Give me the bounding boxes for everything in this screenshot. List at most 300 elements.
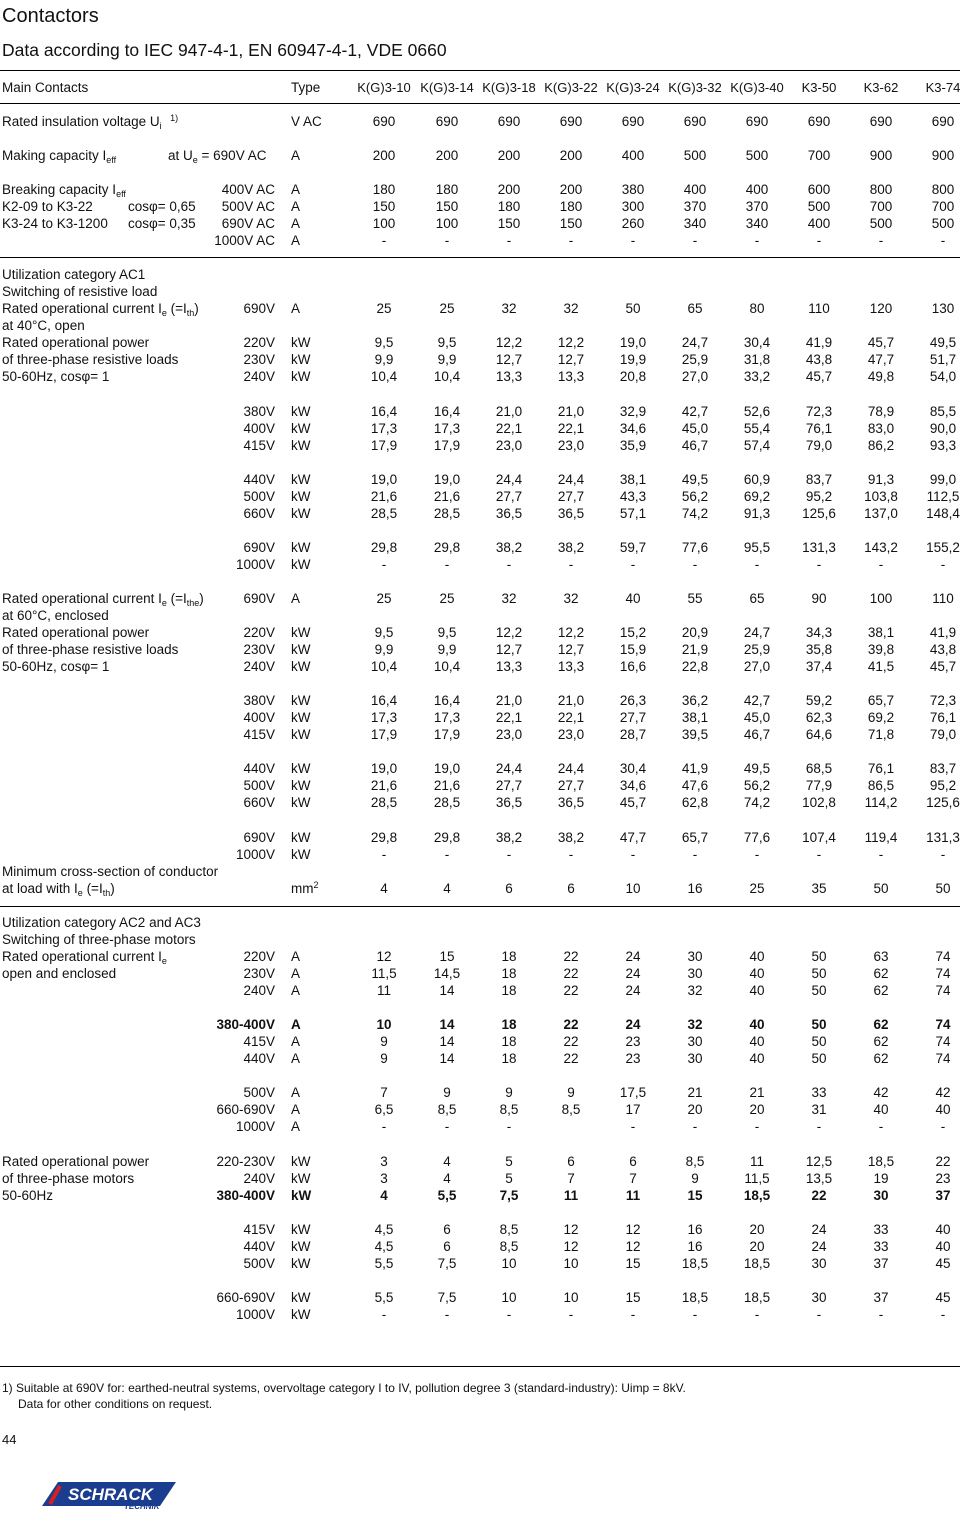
condition-label: 400V AC xyxy=(221,182,275,197)
table-cell: 500 xyxy=(807,199,831,214)
table-cell: 49,8 xyxy=(867,369,895,384)
table-cell: 50 xyxy=(811,1017,827,1032)
table-cell: 45 xyxy=(935,1256,951,1271)
unit-label: A xyxy=(291,216,301,231)
condition-label: 380V xyxy=(243,404,275,419)
label-part: Rated operational current I xyxy=(2,301,162,316)
table-cell: 80 xyxy=(749,301,765,316)
table-cell: 62 xyxy=(873,1017,889,1032)
label-part: th xyxy=(186,308,195,318)
table-cell: 12 xyxy=(376,949,392,964)
condition-label: 240V xyxy=(243,983,275,998)
table-cell: 40 xyxy=(625,591,641,606)
unit-label: kW xyxy=(291,1171,311,1186)
table-cell: 25,9 xyxy=(681,352,709,367)
table-cell: 90 xyxy=(811,591,827,606)
table-cell: - xyxy=(381,233,387,248)
table-cell: 600 xyxy=(807,182,831,197)
condition-label: 415V xyxy=(243,1034,275,1049)
table-cell: 40 xyxy=(935,1222,951,1237)
table-cell: 9,5 xyxy=(374,335,394,350)
table-cell: 24 xyxy=(625,949,641,964)
unit-label: A xyxy=(291,1017,301,1032)
unit-label: A xyxy=(291,199,301,214)
table-cell: 22 xyxy=(811,1188,827,1203)
table-cell: 9,9 xyxy=(437,352,457,367)
rule-footer xyxy=(0,1366,960,1367)
row-label-text: Rated insulation voltage U xyxy=(2,114,160,129)
table-cell: 120 xyxy=(869,301,893,316)
type-header: K(G)3-14 xyxy=(420,80,474,95)
table-cell: 31 xyxy=(811,1102,827,1117)
table-cell: 55 xyxy=(687,591,703,606)
table-cell: 68,5 xyxy=(805,761,833,776)
table-cell: 143,2 xyxy=(864,540,898,555)
table-cell: 21,9 xyxy=(681,642,709,657)
table-cell: 12,2 xyxy=(557,335,585,350)
table-cell: - xyxy=(878,557,884,572)
table-cell: 40 xyxy=(749,1051,765,1066)
table-cell: 18 xyxy=(501,1051,517,1066)
logo-text: SCHRACK xyxy=(68,1485,153,1504)
table-cell: 7 xyxy=(567,1171,575,1186)
table-cell: 180 xyxy=(559,199,583,214)
condition-label: 220V xyxy=(243,625,275,640)
condition-label: 500V xyxy=(243,489,275,504)
table-cell: 76,1 xyxy=(929,710,957,725)
table-cell: 9 xyxy=(380,1034,388,1049)
table-cell: 7 xyxy=(380,1085,388,1100)
table-cell: 4 xyxy=(443,881,451,896)
table-cell: 9 xyxy=(505,1085,513,1100)
table-cell: 16 xyxy=(687,881,703,896)
table-cell: - xyxy=(381,1307,387,1322)
table-cell: 27,7 xyxy=(495,489,523,504)
type-header: K(G)3-32 xyxy=(668,80,722,95)
table-cell: 90,0 xyxy=(929,421,957,436)
table-cell: 50 xyxy=(811,983,827,998)
table-cell: 22 xyxy=(563,1017,579,1032)
table-cell: 86,2 xyxy=(867,438,895,453)
table-cell: 13,3 xyxy=(557,659,585,674)
unit-label: kW xyxy=(291,404,311,419)
table-cell: 47,7 xyxy=(867,352,895,367)
table-cell: 19,0 xyxy=(433,761,461,776)
table-cell: 37 xyxy=(873,1256,889,1271)
table-cell: 17,3 xyxy=(433,421,461,436)
table-cell: 22 xyxy=(563,949,579,964)
table-cell: 9 xyxy=(567,1085,575,1100)
table-cell: 37 xyxy=(873,1290,889,1305)
power-label: 50-60Hz xyxy=(2,1188,54,1203)
table-cell: 690 xyxy=(372,114,396,129)
footnote-ref: 1) xyxy=(167,113,179,123)
condition-label: 500V xyxy=(243,1256,275,1271)
table-cell: 40 xyxy=(935,1239,951,1254)
table-cell: 155,2 xyxy=(926,540,960,555)
table-cell: 380 xyxy=(621,182,645,197)
table-cell: 14 xyxy=(439,1051,455,1066)
table-cell: 11 xyxy=(563,1188,579,1203)
table-cell: 20 xyxy=(687,1102,703,1117)
table-cell: 40 xyxy=(873,1102,889,1117)
table-cell: 35,8 xyxy=(805,642,833,657)
table-cell: 74 xyxy=(935,1051,951,1066)
condition-label: 380-400V xyxy=(216,1017,275,1032)
table-cell: 5,5 xyxy=(437,1188,457,1203)
label-part: (=I xyxy=(166,591,187,606)
cos-phi-label: cosφ= 0,65 xyxy=(128,199,196,214)
table-cell: - xyxy=(940,1119,946,1134)
table-cell: 32 xyxy=(687,1017,703,1032)
table-cell: 13,5 xyxy=(805,1171,833,1186)
table-cell: 18,5 xyxy=(867,1154,895,1169)
table-cell: 25 xyxy=(376,301,392,316)
table-cell: 137,0 xyxy=(864,506,898,521)
table-cell: 27,0 xyxy=(681,369,709,384)
table-cell: 21 xyxy=(749,1085,765,1100)
table-cell: 83,0 xyxy=(867,421,895,436)
table-cell: 65,7 xyxy=(867,693,895,708)
table-cell: - xyxy=(568,557,574,572)
table-cell: 180 xyxy=(497,199,521,214)
type-header: K3-74 xyxy=(925,80,960,95)
unit-label: kW xyxy=(291,830,311,845)
table-cell: 8,5 xyxy=(685,1154,705,1169)
table-cell: 112,5 xyxy=(926,489,960,504)
unit-label: kW xyxy=(291,489,311,504)
table-cell: 23,0 xyxy=(557,438,585,453)
table-cell: 17,9 xyxy=(433,727,461,742)
table-cell: 22 xyxy=(563,1034,579,1049)
table-cell: 500 xyxy=(683,148,707,163)
table-cell: 49,5 xyxy=(929,335,957,350)
table-cell: 4 xyxy=(380,881,388,896)
table-cell: 17,3 xyxy=(433,710,461,725)
table-cell: 25,9 xyxy=(743,642,771,657)
table-cell: 200 xyxy=(435,148,459,163)
condition-label: 400V xyxy=(243,421,275,436)
power-label: 50-60Hz, cosφ= 1 xyxy=(2,369,110,384)
unit-label: kW xyxy=(291,557,311,572)
table-cell: 7,5 xyxy=(437,1256,457,1271)
condition-label: 230V xyxy=(243,966,275,981)
table-cell: 11,5 xyxy=(744,1171,770,1186)
condition-label: 1000V xyxy=(235,1307,275,1322)
table-cell: 18,5 xyxy=(743,1290,771,1305)
table-cell: 69,2 xyxy=(867,710,895,725)
unit-label: kW xyxy=(291,369,311,384)
row-label xyxy=(2,198,93,215)
unit-label: A xyxy=(291,233,301,248)
table-cell: 74 xyxy=(935,983,951,998)
table-cell: 27,7 xyxy=(495,778,523,793)
table-cell: 15,9 xyxy=(619,642,647,657)
table-cell: 20 xyxy=(749,1222,765,1237)
table-cell: 10,4 xyxy=(370,369,398,384)
table-cell: 16,4 xyxy=(433,693,461,708)
table-cell: 15 xyxy=(439,949,455,964)
label-part: (=I xyxy=(166,301,187,316)
table-cell: 15 xyxy=(687,1188,703,1203)
table-cell: 55,4 xyxy=(743,421,771,436)
rule-ac2 xyxy=(0,906,960,907)
unit-label: kW xyxy=(291,727,311,742)
table-cell: 17,9 xyxy=(370,438,398,453)
table-cell: - xyxy=(630,1307,636,1322)
table-cell: - xyxy=(816,1307,822,1322)
table-cell: 29,8 xyxy=(370,540,398,555)
table-cell: 110 xyxy=(932,591,954,606)
table-cell: 24,4 xyxy=(557,472,585,487)
table-cell: - xyxy=(754,233,760,248)
condition-label: 380-400V xyxy=(216,1188,275,1203)
table-cell: 74 xyxy=(935,949,951,964)
table-cell: 62 xyxy=(873,1051,889,1066)
table-cell: 40 xyxy=(749,1034,765,1049)
table-cell: 32 xyxy=(501,301,517,316)
table-cell: 49,5 xyxy=(681,472,709,487)
table-cell: 60,9 xyxy=(743,472,771,487)
table-cell: 12,2 xyxy=(557,625,585,640)
table-cell: 19,0 xyxy=(433,472,461,487)
table-cell: - xyxy=(568,233,574,248)
table-cell: 12,2 xyxy=(495,625,523,640)
logo-subtext: TECHNIK xyxy=(124,1502,160,1511)
table-cell: - xyxy=(754,557,760,572)
power-label: 50-60Hz, cosφ= 1 xyxy=(2,659,110,674)
unit-label: kW xyxy=(291,1222,311,1237)
table-cell: 690 xyxy=(869,114,893,129)
table-cell: 24 xyxy=(811,1239,827,1254)
table-cell: 50 xyxy=(625,301,641,316)
table-cell: 47,7 xyxy=(619,830,647,845)
table-cell: 28,5 xyxy=(370,795,398,810)
table-cell: 690 xyxy=(807,114,831,129)
table-cell: 148,4 xyxy=(926,506,960,521)
table-cell: 38,2 xyxy=(495,830,523,845)
table-cell: 63 xyxy=(873,949,889,964)
unit-label: A xyxy=(291,983,301,998)
condition-label: 660-690V xyxy=(216,1102,275,1117)
table-cell: 99,0 xyxy=(929,472,957,487)
condition-label: 380V xyxy=(243,693,275,708)
condition-label: 220-230V xyxy=(216,1154,275,1169)
table-cell: 65 xyxy=(687,301,703,316)
subscript: e xyxy=(192,155,198,165)
min-section-label xyxy=(2,880,115,897)
table-cell: 72,3 xyxy=(805,404,833,419)
table-cell: 17,5 xyxy=(619,1085,647,1100)
subscript: i xyxy=(159,121,162,131)
page-number: 44 xyxy=(2,1432,17,1447)
table-cell: 800 xyxy=(931,182,955,197)
condition-label: 500V xyxy=(243,1085,275,1100)
current-label xyxy=(2,948,167,965)
table-cell: 25 xyxy=(749,881,765,896)
unit-label: kW xyxy=(291,1290,311,1305)
table-cell: 10 xyxy=(501,1256,517,1271)
table-cell: 33 xyxy=(811,1085,827,1100)
row-label-text: K2-09 to K3-22 xyxy=(2,199,93,214)
table-cell: 10,4 xyxy=(370,659,398,674)
table-cell: 200 xyxy=(559,182,583,197)
condition-label: 220V xyxy=(243,949,275,964)
cos-phi-label: cosφ= 0,35 xyxy=(128,216,196,231)
table-cell: 21,6 xyxy=(433,489,461,504)
table-cell: 15 xyxy=(625,1290,641,1305)
table-cell: - xyxy=(816,557,822,572)
table-cell: 62 xyxy=(873,966,889,981)
table-cell: 9,9 xyxy=(374,642,394,657)
table-cell: 23,0 xyxy=(495,438,523,453)
condition-label: 240V xyxy=(243,369,275,384)
table-cell: 21,0 xyxy=(495,693,523,708)
row-label xyxy=(2,215,108,232)
table-cell: 43,8 xyxy=(805,352,833,367)
condition-label: 690V xyxy=(243,591,275,606)
type-header: K3-50 xyxy=(801,80,837,95)
table-cell: 24 xyxy=(625,1017,641,1032)
table-cell: 20,8 xyxy=(619,369,647,384)
table-cell: 91,3 xyxy=(867,472,895,487)
condition-label: 230V xyxy=(243,352,275,367)
schrack-logo xyxy=(38,1476,180,1515)
table-cell: 13,3 xyxy=(495,369,523,384)
table-cell: - xyxy=(444,233,450,248)
table-cell: 14 xyxy=(439,1034,455,1049)
table-cell: 15,2 xyxy=(619,625,647,640)
unit-label: V AC xyxy=(291,114,322,129)
min-section-label: Minimum cross-section of conductor xyxy=(2,864,219,879)
table-cell: 370 xyxy=(745,199,769,214)
table-cell: 77,6 xyxy=(743,830,771,845)
table-cell: 9,9 xyxy=(437,642,457,657)
table-cell: 9 xyxy=(380,1051,388,1066)
table-cell: 59,7 xyxy=(619,540,647,555)
condition-label: 415V xyxy=(243,438,275,453)
table-cell: 5,5 xyxy=(374,1290,394,1305)
table-cell: 125,6 xyxy=(802,506,836,521)
footnote: 1) Suitable at 690V for: earthed-neutral systems, overvoltage category I to IV, pollution degree 3 (standard-industry): Uimp = 8kV. xyxy=(2,1381,686,1395)
table-cell: 16,4 xyxy=(370,693,398,708)
table-cell: 45 xyxy=(935,1290,951,1305)
page-subtitle: Data according to IEC 947-4-1, EN 60947-4-1, VDE 0660 xyxy=(2,40,447,60)
label-part: ) xyxy=(199,591,204,606)
table-cell: 35,9 xyxy=(619,438,647,453)
table-cell: 34,6 xyxy=(619,778,647,793)
unit-label xyxy=(291,880,319,897)
table-cell: 27,7 xyxy=(619,710,647,725)
subscript: e xyxy=(161,956,167,966)
condition-label: 415V xyxy=(243,1222,275,1237)
unit-label: kW xyxy=(291,710,311,725)
table-cell: 30 xyxy=(687,1034,703,1049)
table-cell: - xyxy=(630,557,636,572)
table-cell: 25 xyxy=(439,591,455,606)
table-cell: 19,0 xyxy=(370,761,398,776)
unit-label: A xyxy=(291,949,301,964)
table-cell: 38,1 xyxy=(619,472,647,487)
label-part: the xyxy=(186,598,200,608)
table-cell: - xyxy=(568,1307,574,1322)
table-cell: 7 xyxy=(629,1171,637,1186)
table-cell: 20,9 xyxy=(681,625,709,640)
table-cell: 690 xyxy=(621,114,645,129)
table-cell: 47,6 xyxy=(681,778,709,793)
table-cell: 76,1 xyxy=(805,421,833,436)
condition-label: 240V xyxy=(243,1171,275,1186)
table-cell: 300 xyxy=(621,199,645,214)
table-cell: 93,3 xyxy=(929,438,957,453)
table-cell: 24,4 xyxy=(495,472,523,487)
table-cell: 34,6 xyxy=(619,421,647,436)
table-cell: 22 xyxy=(563,1051,579,1066)
condition-label: 660V xyxy=(243,506,275,521)
table-cell: 18 xyxy=(501,1034,517,1049)
rule-header xyxy=(0,103,960,104)
table-cell: 36,5 xyxy=(495,795,523,810)
table-cell: 78,9 xyxy=(867,404,895,419)
table-cell: 500 xyxy=(745,148,769,163)
table-cell: 41,9 xyxy=(929,625,957,640)
power-label: Rated operational power xyxy=(2,335,150,350)
table-cell: 8,5 xyxy=(499,1222,519,1237)
table-cell: 38,1 xyxy=(867,625,895,640)
table-cell: 64,6 xyxy=(805,727,833,742)
unit-label: kW xyxy=(291,795,311,810)
table-cell: 10 xyxy=(501,1290,517,1305)
table-cell: 6,5 xyxy=(374,1102,394,1117)
table-cell: 62,3 xyxy=(805,710,833,725)
table-cell: 8,5 xyxy=(437,1102,457,1117)
table-cell: 30,4 xyxy=(743,335,771,350)
unit-label: A xyxy=(291,301,301,316)
table-cell: 690 xyxy=(497,114,521,129)
label-part: th xyxy=(102,888,111,898)
table-cell: 8,5 xyxy=(499,1102,519,1117)
table-cell: 40 xyxy=(935,1102,951,1117)
table-cell: 690 xyxy=(435,114,459,129)
table-cell: - xyxy=(878,1119,884,1134)
table-cell: 50 xyxy=(873,881,889,896)
type-header: K(G)3-40 xyxy=(730,80,784,95)
unit-label: kW xyxy=(291,438,311,453)
type-header: K(G)3-10 xyxy=(357,80,411,95)
table-cell: 29,8 xyxy=(370,830,398,845)
table-cell: 4 xyxy=(443,1171,451,1186)
table-cell: 10,4 xyxy=(433,659,461,674)
table-cell: 6 xyxy=(443,1222,451,1237)
label-part: Rated operational current I xyxy=(2,949,162,964)
table-cell: 26,3 xyxy=(619,693,647,708)
table-cell: 12,2 xyxy=(495,335,523,350)
table-cell: 46,7 xyxy=(743,727,771,742)
table-cell: - xyxy=(444,557,450,572)
table-cell: 38,2 xyxy=(557,540,585,555)
footnote: Data for other conditions on request. xyxy=(18,1397,213,1411)
unit-label: A xyxy=(291,1119,301,1134)
table-cell: 900 xyxy=(869,148,893,163)
table-cell: 49,5 xyxy=(743,761,771,776)
table-cell: 7,5 xyxy=(437,1290,457,1305)
table-cell: 25 xyxy=(439,301,455,316)
table-cell: 900 xyxy=(931,148,955,163)
table-cell: 24 xyxy=(811,1222,827,1237)
unit-label: A xyxy=(291,148,301,163)
table-cell: 29,8 xyxy=(433,830,461,845)
table-cell: 36,5 xyxy=(557,506,585,521)
